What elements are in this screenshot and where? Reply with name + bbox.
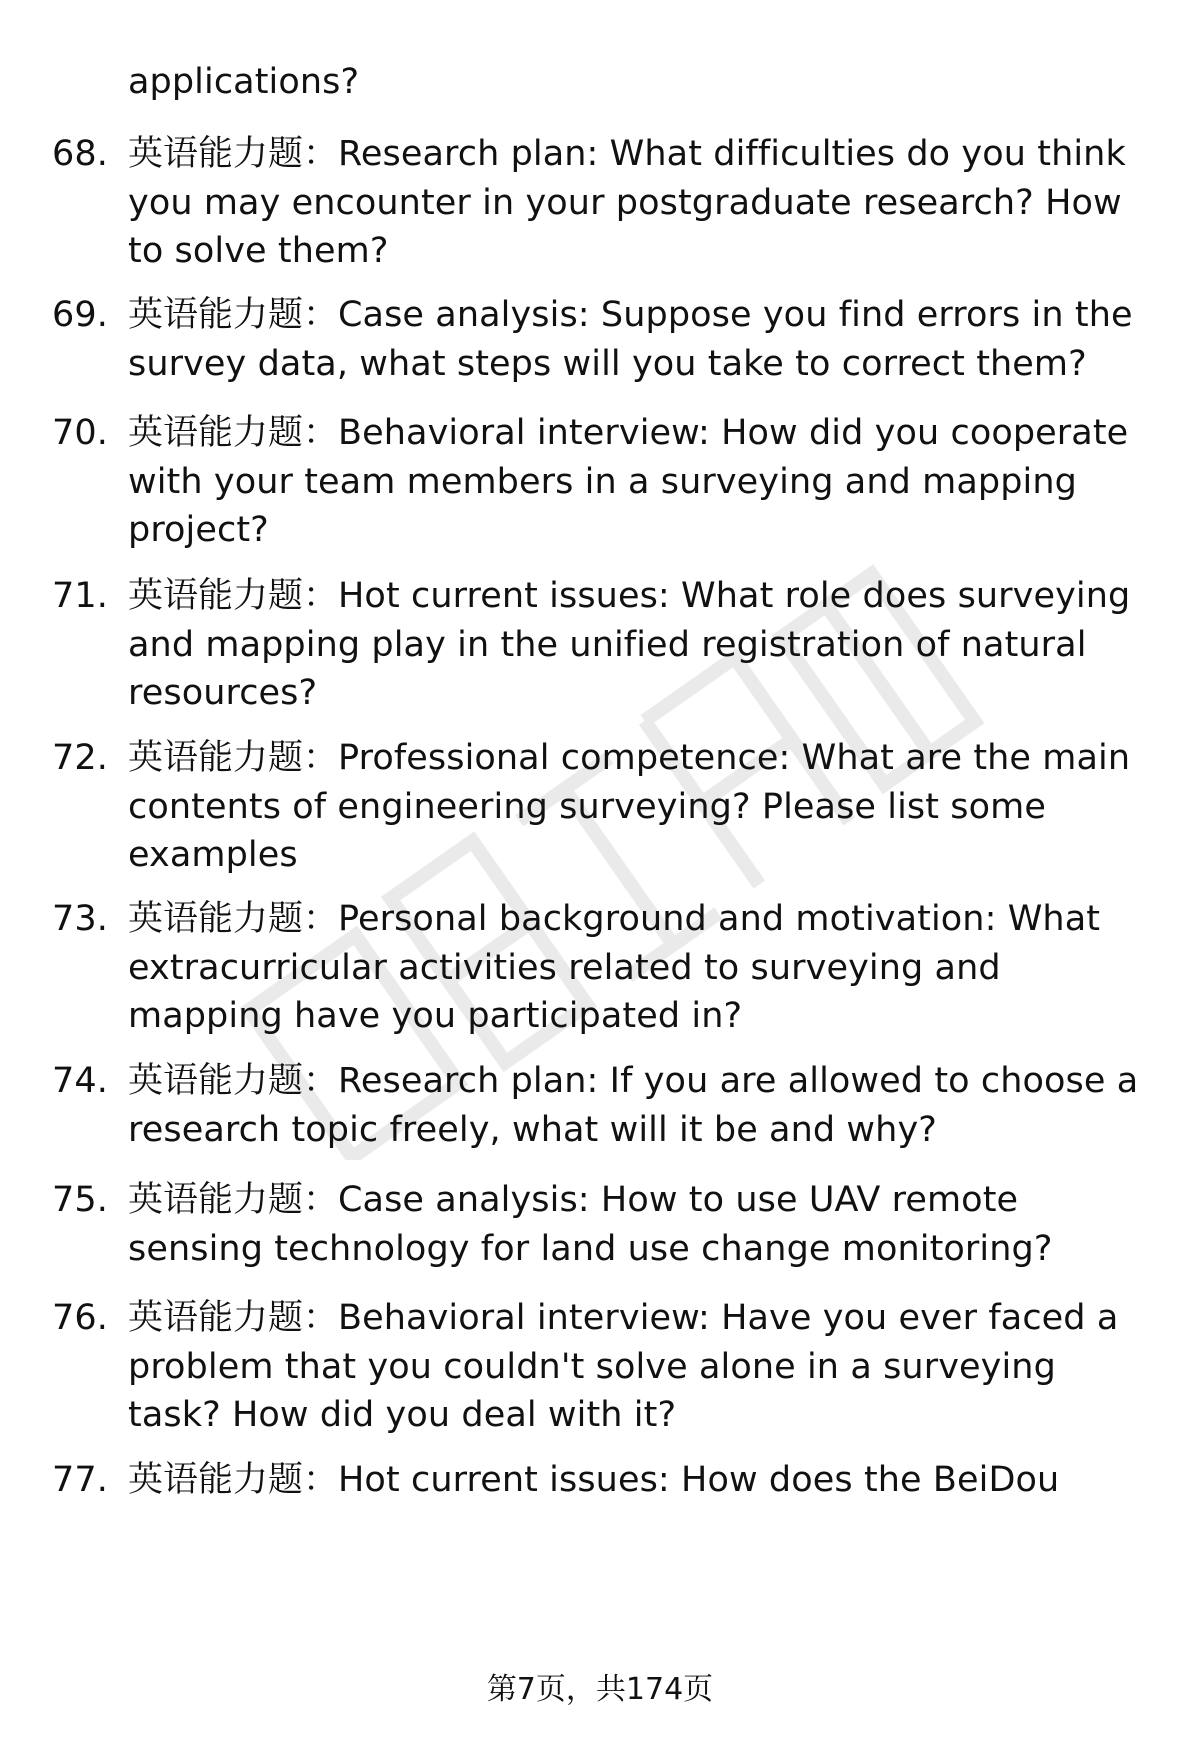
question-tag: 英语能力题： — [128, 134, 339, 174]
question-text: Hot current issues: What role does surveying and mapping play in the unified registration of natural resources? — [128, 576, 1131, 713]
question-item-70 — [52, 409, 1152, 555]
question-item-72 — [52, 734, 1152, 880]
question-number: 74. — [52, 1061, 108, 1101]
question-text: Research plan: If you are allowed to choose a research topic freely, what will it be and why? — [128, 1061, 1139, 1150]
question-tag: 英语能力题： — [128, 1061, 339, 1101]
question-item-68 — [52, 130, 1152, 276]
question-text: Research plan: What difficulties do you think you may encounter in your postgraduate research? How to solve them? — [128, 134, 1126, 271]
question-item-74 — [52, 1057, 1152, 1154]
question-tag: 英语能力题： — [128, 1298, 339, 1338]
question-tag: 英语能力题： — [128, 899, 339, 939]
question-item-73 — [52, 895, 1152, 1041]
question-number: 76. — [52, 1298, 108, 1338]
question-number: 72. — [52, 738, 108, 778]
question-number: 71. — [52, 576, 108, 616]
question-text: Behavioral interview: Have you ever faced a problem that you couldn't solve alone in a surveying task? How did you deal with it? — [128, 1298, 1119, 1435]
question-number: 75. — [52, 1180, 108, 1220]
question-item-69 — [52, 291, 1152, 388]
question-tag: 英语能力题： — [128, 1180, 339, 1220]
question-tag: 英语能力题： — [128, 1460, 339, 1500]
question-tag: 英语能力题： — [128, 295, 339, 335]
question-text: Professional competence: What are the main contents of engineering surveying? Please list some examples — [128, 738, 1131, 875]
question-item-75 — [52, 1176, 1152, 1273]
question-text: Case analysis: How to use UAV remote sensing technology for land use change monitoring? — [128, 1180, 1053, 1269]
question-number: 77. — [52, 1460, 108, 1500]
question-tag: 英语能力题： — [128, 738, 339, 778]
question-number: 68. — [52, 134, 108, 174]
question-number: 70. — [52, 413, 108, 453]
question-item-76 — [52, 1294, 1152, 1440]
question-text: Personal background and motivation: What extracurricular activities related to surveying and mapping have you participated in? — [128, 899, 1101, 1036]
question-text: Behavioral interview: How did you cooperate with your team members in a surveying and mapping project? — [128, 413, 1129, 550]
question-text: Case analysis: Suppose you find errors in the survey data, what steps will you take to correct them? — [128, 295, 1133, 384]
question-tag: 英语能力题： — [128, 413, 339, 453]
question-number: 69. — [52, 295, 108, 335]
question-text: Hot current issues: How does the BeiDou — [338, 1460, 1060, 1500]
question-item-71 — [52, 572, 1152, 718]
continuation-text: applications? — [128, 62, 360, 102]
question-tag: 英语能力题： — [128, 576, 339, 616]
page-number-footer: 第7页，共174页 — [486, 1672, 714, 1707]
question-item-77 — [52, 1456, 1152, 1505]
question-number: 73. — [52, 899, 108, 939]
